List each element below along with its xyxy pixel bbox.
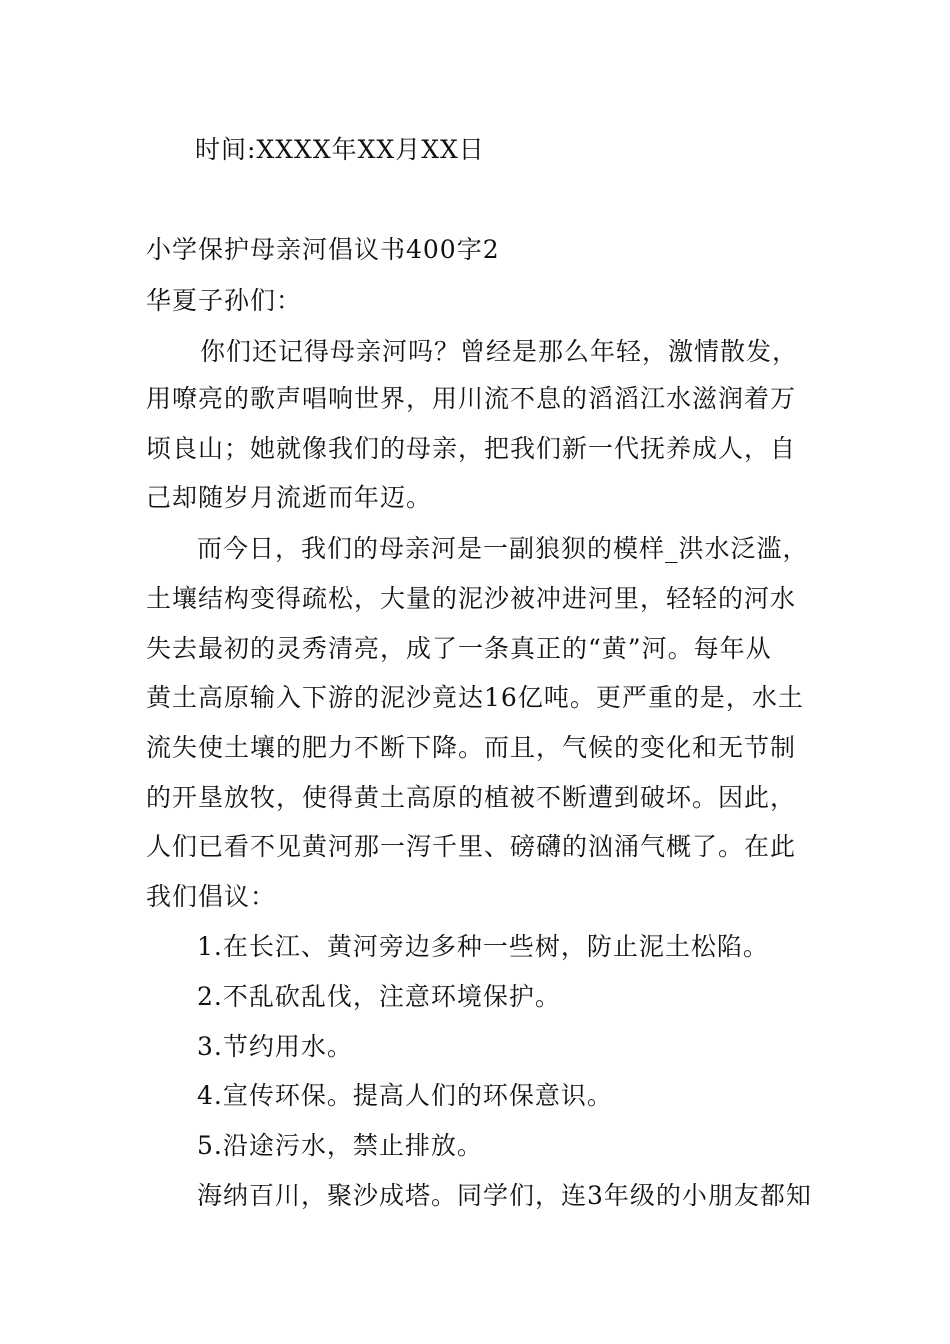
proposal-item: 4.宣传环保。提高人们的环保意识。 [197, 1081, 613, 1110]
paragraph-2-line: 我们倡议： [146, 882, 277, 911]
paragraph-2-line: 流失使土壤的肥力不断下降。而且，气候的变化和无节制 [146, 733, 797, 762]
date-line: 时间:XXXX年XX月XX日 [195, 135, 485, 164]
proposal-item: 5.沿途污水，禁止排放。 [197, 1131, 483, 1160]
closing-line: 海纳百川，聚沙成塔。同学们，连3年级的小朋友都知 [197, 1181, 812, 1210]
paragraph-2-line: 失去最初的灵秀清亮，成了一条真正的“黄”河。每年从 [146, 634, 772, 663]
paragraph-2-line: 土壤结构变得疏松，大量的泥沙被冲进河里，轻轻的河水 [146, 584, 797, 613]
paragraph-1-line: 你们还记得母亲河吗？曾经是那么年轻，激情散发， [200, 337, 799, 366]
salutation: 华夏子孙们： [146, 286, 303, 315]
paragraph-2-line: 人们已看不见黄河那一泻千里、磅礴的汹涌气概了。在此 [146, 832, 797, 861]
paragraph-1-line: 用嘹亮的歌声唱响世界，用川流不息的滔滔江水滋润着万 [146, 384, 797, 413]
paragraph-2-line: 黄土高原输入下游的泥沙竟达16亿吨。更严重的是，水土 [146, 683, 804, 712]
paragraph-1-line: 顷良山；她就像我们的母亲，把我们新一代抚养成人，自 [146, 434, 797, 463]
paragraph-1-line: 己却随岁月流逝而年迈。 [146, 483, 433, 512]
paragraph-2-line: 而今日，我们的母亲河是一副狼狈的模样_洪水泛滥， [197, 534, 809, 563]
paragraph-2-line: 的开垦放牧，使得黄土高原的植被不断遭到破坏。因此， [146, 783, 797, 812]
proposal-item: 3.节约用水。 [197, 1032, 353, 1061]
proposal-item: 1.在长江、黄河旁边多种一些树，防止泥土松陷。 [197, 932, 769, 961]
proposal-item: 2.不乱砍乱伐，注意环境保护。 [197, 982, 561, 1011]
document-title: 小学保护母亲河倡议书400字2 [146, 235, 500, 264]
